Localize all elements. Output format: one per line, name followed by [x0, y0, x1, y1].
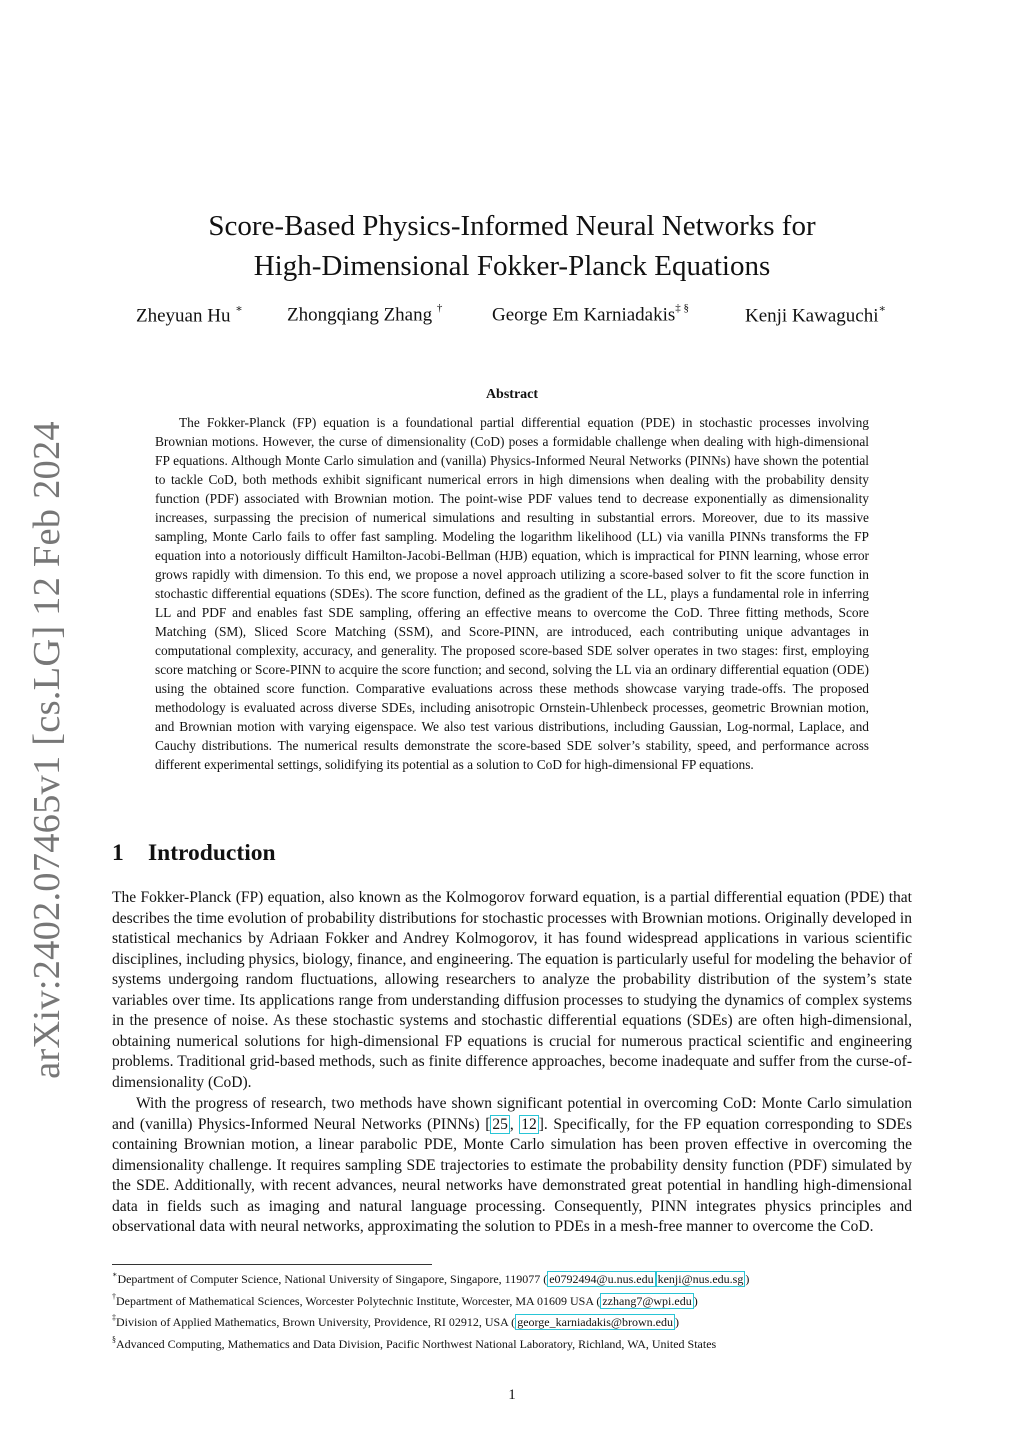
author: Zheyuan Hu ∗ [136, 303, 243, 327]
author: George Em Karniadakis‡ § [492, 302, 690, 326]
title-line-1: Score-Based Physics-Informed Neural Networks for [208, 210, 816, 242]
email-link[interactable]: e0792494@u.nus.edu [549, 1272, 654, 1286]
footnote: ‡Division of Applied Mathematics, Brown University, Providence, RI 02912, USA ( george_karniadakis@brown.edu ) [112, 1313, 679, 1329]
email-link[interactable]: george_karniadakis@brown.edu [517, 1315, 673, 1329]
paper-title [112, 206, 912, 286]
title-line-2: High-Dimensional Fokker-Planck Equations [253, 250, 771, 282]
footnote: ∗Department of Computer Science, National University of Singapore, Singapore, 119077 ( e0792494@u.nus.edu kenji@nus.edu.sg ) [112, 1270, 750, 1286]
author: Zhongqiang Zhang † [287, 302, 443, 326]
footnotes [112, 1267, 912, 1353]
email-link[interactable]: zzhang7@wpi.edu [602, 1293, 692, 1308]
arxiv-identifier: arXiv:2402.07465v1 [cs.LG] 12 Feb 2024 [26, 421, 68, 1079]
author: Kenji Kawaguchi∗ [745, 303, 886, 327]
abstract-heading: Abstract [485, 387, 539, 402]
section-number: 1 [112, 840, 124, 866]
abstract-text: The Fokker-Planck (FP) equation is a foundational partial differential equation (PDE) in stochastic processes involving Brownian motions. However, the curse of dimensionality (CoD) poses a formidable challenge when dealing with high-dimensional FP equations. Although Monte Carlo simulation and (vanilla) Physics-Informed Neural Networks (PINNs) have shown the potential to tackle CoD, both methods exhibit significant numerical errors in high dimensions when dealing with the probability density function (PDF) associated with Brownian motion. The point-wise PDF values tend to decrease exponentially as dimensionality increases, surpassing the precision of numerical simulations and resulting in substantial errors. Moreover, due to its massive sampling, Monte Carlo fails to offer fast sampling. Modeling the logarithm likelihood (LL) via vanilla PINNs transforms the FP equation into a notoriously difficult Hamilton-Jacobi-Bellman (HJB) equation, which is impractical for PINN learning, whose error grows rapidly with dimension. To this end, we propose a novel approach utilizing a score-based solver to fit the score function in stochastic differential equations (SDEs). The score function, defined as the gradient of the LL, plays a fundamental role in inferring LL and PDF and enables fast SDE sampling, offering an effective means to overcome the CoD. Three fitting methods, Score Matching (SM), Sliced Score Matching (SSM), and Score-PINN, are introduced, each contributing unique advantages in computational complexity, accuracy, and generality. The proposed score-based SDE solver operates in two stages: first, employing score matching or Score-PINN to acquire the score function; and second, solving the LL via an ordinary differential equation (ODE) using the obtained score function. Comparative evaluations across these methods showcase varying trade-offs. The proposed methodology is evaluated across diverse SDEs, including anisotropic Ornstein-Uhlenbeck processes, geometric Brownian motion, and Brownian motion with varying eigenspace. We also test various distributions, including Gaussian, Log-normal, Laplace, and Cauchy distributions. The numerical results demonstrate the score-based SDE solver’s stability, speed, and performance across different experimental settings, solidifying its potential as a solution to CoD for high-dimensional FP equations. [155, 415, 869, 772]
section-heading [112, 840, 276, 867]
arxiv-sidebar-stamp [12, 421, 82, 1079]
footnote: §Advanced Computing, Mathematics and Data Division, Pacific Northwest National Laboratory, Richland, WA, United States [112, 1334, 717, 1351]
footnote: †Department of Mathematical Sciences, Worcester Polytechnic Institute, Worcester, MA 01609 USA ( zzhang7@wpi.edu ) [112, 1291, 698, 1308]
intro-paragraph-2: With the progress of research, two methods have shown significant potential in overcoming CoD: Monte Carlo simulation and (vanilla) Physics-Informed Neural Networks (PINNs) [ 25 , 12 ]. Specifically, for the FP equation corresponding to SDEs containing Brownian motion, a linear parabolic PDE, Monte Carlo simulation has been proven effective in overcoming the dimensionality challenge. It requires sampling SDE trajectories to estimate the probability density function (PDF) simulated by the SDE. Additionally, with recent advances, neural networks have demonstrated great potential in handling high-dimensional data in fields such as imaging and natural language processing. Consequently, PINN integrates physics principles and observational data with neural networks, approximating the solution to PDEs in a mesh-free manner to overcome the CoD. [112, 1095, 912, 1235]
citation-link[interactable]: 12 [521, 1115, 537, 1133]
citation-link[interactable]: 25 [492, 1115, 508, 1133]
section-title: Introduction [148, 840, 276, 866]
intro-paragraph-1: The Fokker-Planck (FP) equation, also known as the Kolmogorov forward equation, is a partial differential equation (PDE) that describes the time evolution of probability distributions for stochastic processes with Brownian motions. Originally developed in statistical mechanics by Adriaan Fokker and Andrey Kolmogorov, it has found widespread applications in various scientific disciplines, including physics, biology, finance, and engineering. The equation is particularly useful for modeling the behavior of systems undergoing random fluctuations, allowing researchers to analyze the probability distribution of the system’s state variables over time. Its applications range from understanding diffusion processes to studying the dynamics of complex systems in the presence of noise. As these stochastic systems and stochastic differential equations (SDEs) are often high-dimensional, obtaining numerical solutions for high-dimensional FP equations is crucial for numerous practical scientific and engineering problems. Traditional grid-based methods, such as finite difference approaches, become inadequate and suffer from the curse-of-dimensionality (CoD). [112, 889, 912, 1091]
email-link[interactable]: kenji@nus.edu.sg [657, 1272, 744, 1286]
page-number: 1 [508, 1387, 516, 1403]
footnote-divider [112, 1264, 432, 1265]
author-list [112, 304, 912, 330]
